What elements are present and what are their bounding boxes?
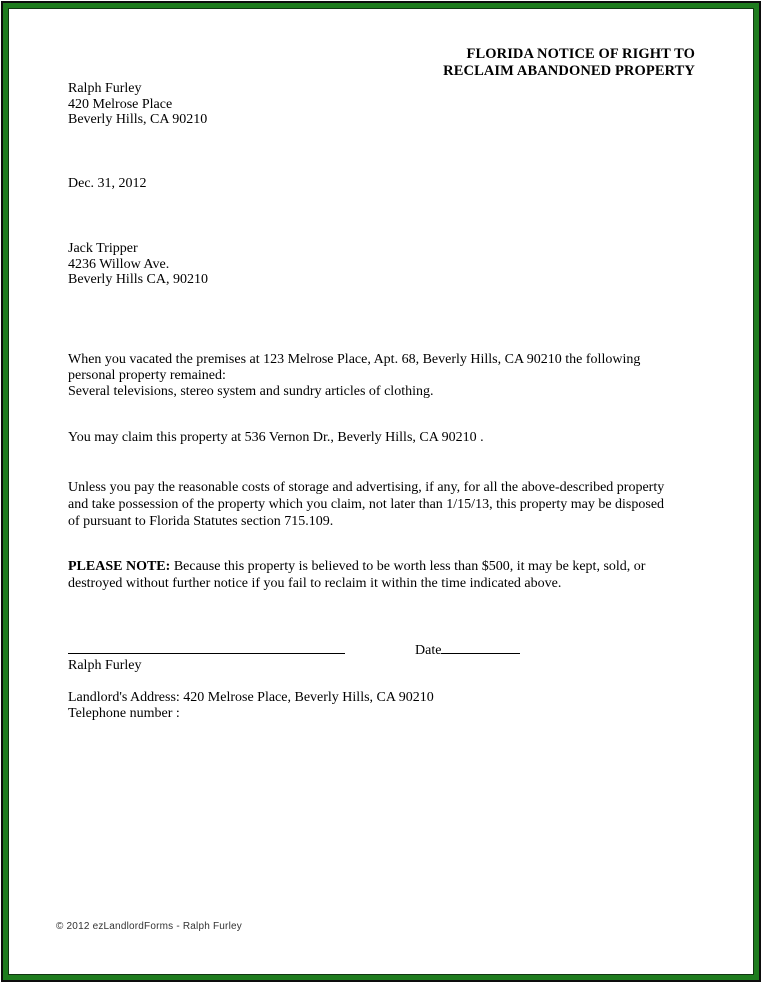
signature-row xyxy=(68,640,695,656)
document-title-line-1: FLORIDA NOTICE OF RIGHT TO xyxy=(466,46,695,62)
sender-street: 420 Melrose Place xyxy=(68,96,173,112)
paragraph-claim-location: You may claim this property at 536 Vernon Dr., Beverly Hills, CA 90210 . xyxy=(68,430,484,445)
letter-date: Dec. 31, 2012 xyxy=(68,176,147,191)
recipient-street: 4236 Willow Ave. xyxy=(68,256,170,272)
please-note-text-2: destroyed without further notice if you fail to reclaim it within the time indicated above. xyxy=(68,576,562,591)
paragraph-please-note xyxy=(68,558,702,592)
copyright-footer: © 2012 ezLandlordForms - Ralph Furley xyxy=(56,921,242,932)
document-title-line-2: RECLAIM ABANDONED PROPERTY xyxy=(443,63,695,79)
paragraph-property-list: Several televisions, stereo system and sundry articles of clothing. xyxy=(68,384,434,400)
paragraph-property-remained xyxy=(68,352,702,401)
sender-address-block xyxy=(68,81,207,128)
paragraph-storage-costs-line-3: of pursuant to Florida Statutes section 715.109. xyxy=(68,514,334,530)
paragraph-storage-costs-line-2: and take possession of the property which you claim, not later than 1/15/13, this property may be disposed xyxy=(68,497,665,513)
signature-line xyxy=(68,640,345,654)
sender-city-state-zip: Beverly Hills, CA 90210 xyxy=(68,112,208,128)
telephone-number-label: Telephone number : xyxy=(68,706,180,721)
recipient-city-state-zip: Beverly Hills CA, 90210 xyxy=(68,272,208,288)
recipient-name: Jack Tripper xyxy=(68,241,138,256)
sender-name: Ralph Furley xyxy=(68,81,142,96)
paragraph-storage-costs-line-1: Unless you pay the reasonable costs of storage and advertising, if any, for all the above-described property xyxy=(68,480,665,495)
paragraph-property-remained-line-1: When you vacated the premises at 123 Melrose Place, Apt. 68, Beverly Hills, CA 90210 the following xyxy=(68,352,641,367)
paragraph-property-remained-line-2: personal property remained: xyxy=(68,368,226,384)
please-note-label: PLEASE NOTE: xyxy=(68,559,171,574)
date-blank-line xyxy=(441,640,520,654)
landlord-address-line: Landlord's Address: 420 Melrose Place, Beverly Hills, CA 90210 xyxy=(68,690,434,705)
please-note-text-1: Because this property is believed to be worth less than $500, it may be kept, sold, or xyxy=(173,559,646,574)
recipient-address-block xyxy=(68,241,208,288)
date-label: Date xyxy=(415,643,442,658)
paragraph-storage-costs xyxy=(68,479,702,531)
paragraph-please-note-line-1 xyxy=(68,558,702,575)
signature-printed-name: Ralph Furley xyxy=(68,658,142,673)
document-title xyxy=(443,46,695,80)
date-field xyxy=(415,640,520,659)
